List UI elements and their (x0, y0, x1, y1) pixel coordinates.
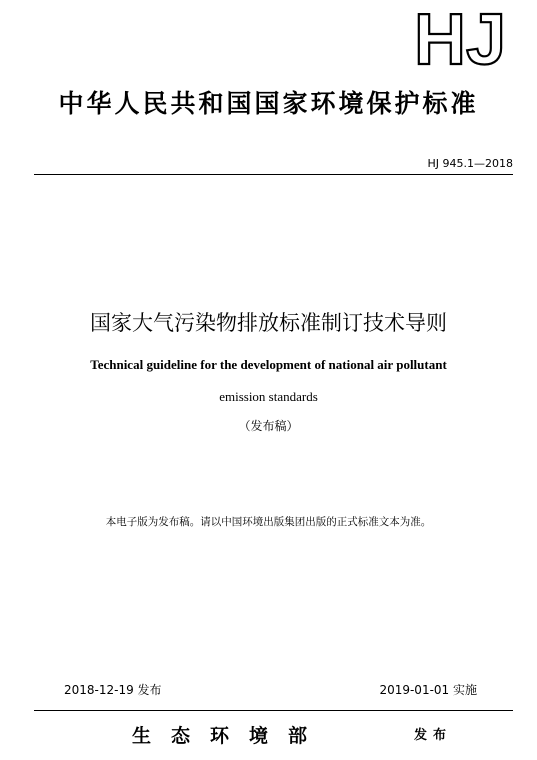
bottom-divider (34, 710, 513, 711)
implementation-date: 2019-01-01 实施 (379, 683, 477, 697)
standard-number: HJ 945.1—2018 (427, 157, 513, 170)
document-title-en-line1: Technical guideline for the development of national air pollutant (90, 357, 447, 372)
document-title-en-line2: emission standards (219, 389, 318, 404)
publish-label: 发布 (414, 728, 453, 743)
org-title: 中华人民共和国国家环境保护标准 (58, 89, 479, 118)
hj-logo-text: HJ (413, 6, 507, 66)
top-divider (34, 174, 513, 175)
release-status-tag: （发布稿） (238, 419, 299, 433)
electronic-version-notice: 本电子版为发布稿。请以中国环境出版集团出版的正式标准文本为准。 (105, 516, 432, 528)
publisher-name: 生态环境部 (132, 725, 328, 747)
document-title-zh: 国家大气污染物排放标准制订技术导则 (90, 311, 447, 335)
hj-logo-mark (408, 6, 512, 66)
release-date: 2018-12-19 发布 (64, 683, 162, 697)
hj-logo (408, 6, 512, 66)
